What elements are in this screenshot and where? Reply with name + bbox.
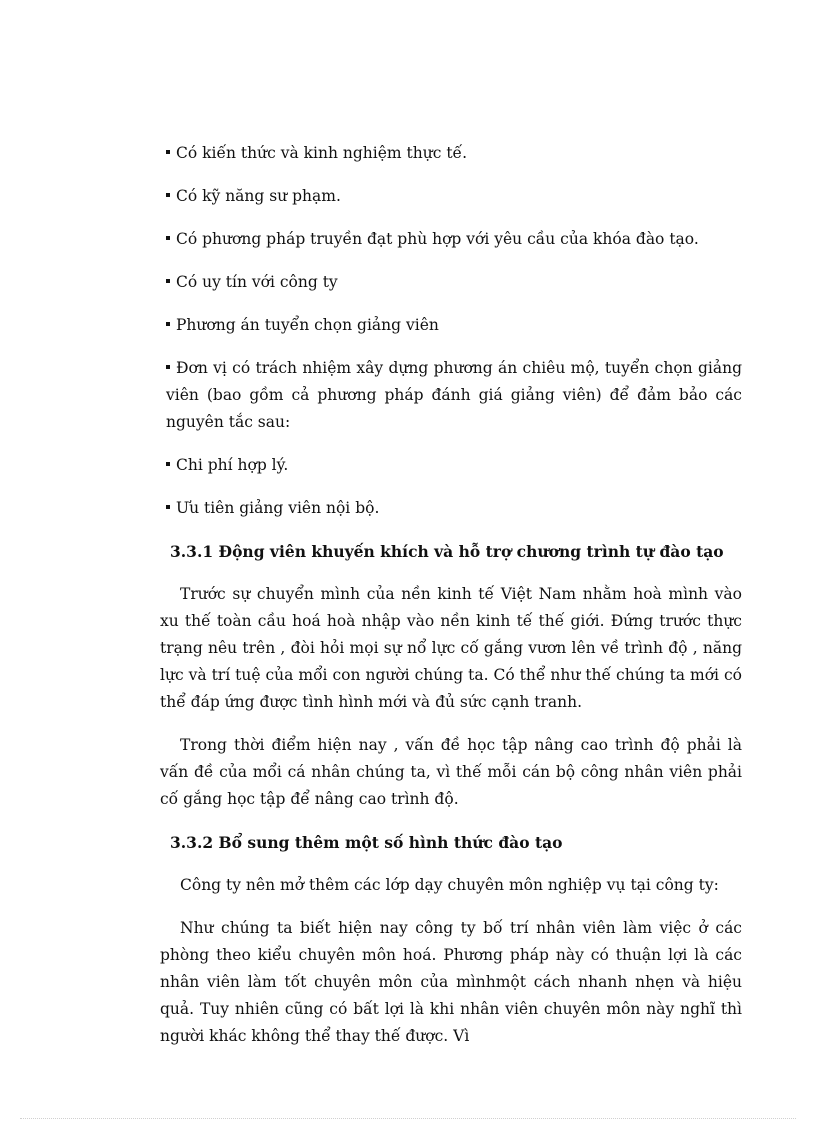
square-bullet-icon	[166, 462, 170, 466]
square-bullet-icon	[166, 236, 170, 240]
bullet-item: Có kỹ năng sư phạm.	[166, 183, 742, 210]
section-331-paragraph-2: Trong thời điểm hiện nay , vấn đề học tập nâng cao trình độ phải là vấn đề của mổi cá nhân chúng ta, vì thế mỗi cán bộ công nhân viên phải cố gắng học tập để nâng cao trình độ.	[160, 736, 742, 808]
bullet-item: Có phương pháp truyền đạt phù hợp với yêu cầu của khóa đào tạo.	[166, 226, 742, 253]
section-331-paragraph-1: Trước sự chuyển mình của nền kinh tế Việt Nam nhằm hoà mình vào xu thế toàn cầu hoá hoà nhập vào nền kinh tế thế giới. Đứng trước thực trạng nêu trên , đòi hỏi mọi sự nổ lực cố gắng vươn lên về trình độ , năng lực và trí tuệ của mổi con người chúng ta. Có thể như thế chúng ta mới có thể đáp ứng được tình hình mới và đủ sức cạnh tranh.	[160, 585, 742, 711]
section-heading-332: 3.3.2 Bổ sung thêm một số hình thức đào tạo	[170, 833, 563, 852]
bullet-item: Có uy tín với công ty	[166, 269, 742, 296]
square-bullet-icon	[166, 193, 170, 197]
square-bullet-icon	[166, 279, 170, 283]
square-bullet-icon	[166, 150, 170, 154]
square-bullet-icon	[166, 322, 170, 326]
bullet-item: Ưu tiên giảng viên nội bộ.	[166, 495, 742, 522]
bullet-item: Chi phí hợp lý.	[166, 452, 742, 479]
section-332-paragraph-2: Như chúng ta biết hiện nay công ty bố trí nhân viên làm việc ở các phòng theo kiểu chuyên môn hoá. Phương pháp này có thuận lợi là các nhân viên làm tốt chuyên môn của mìnhmột cách nhanh nhẹn và hiệu quả. Tuy nhiên cũng có bất lợi là khi nhân viên chuyên môn này nghĩ thì người khác không thể thay thế được. Vì	[160, 919, 742, 1045]
bullet-item: Có kiến thức và kinh nghiệm thực tế.	[166, 140, 742, 167]
page-bottom-divider	[20, 1118, 796, 1119]
square-bullet-icon	[166, 365, 170, 369]
bullet-item: Phương án tuyển chọn giảng viên	[166, 312, 742, 339]
square-bullet-icon	[166, 505, 170, 509]
section-heading-331: 3.3.1 Động viên khuyến khích và hỗ trợ chương trình tự đào tạo	[170, 542, 724, 561]
bullet-item: Đơn vị có trách nhiệm xây dựng phương án chiêu mộ, tuyển chọn giảng viên (bao gồm cả phương pháp đánh giá giảng viên) để đảm bảo các nguyên tắc sau:	[166, 359, 742, 431]
section-332-paragraph-1: Công ty nên mở thêm các lớp dạy chuyên môn nghiệp vụ tại công ty:	[180, 876, 719, 894]
page-content	[160, 140, 742, 1066]
